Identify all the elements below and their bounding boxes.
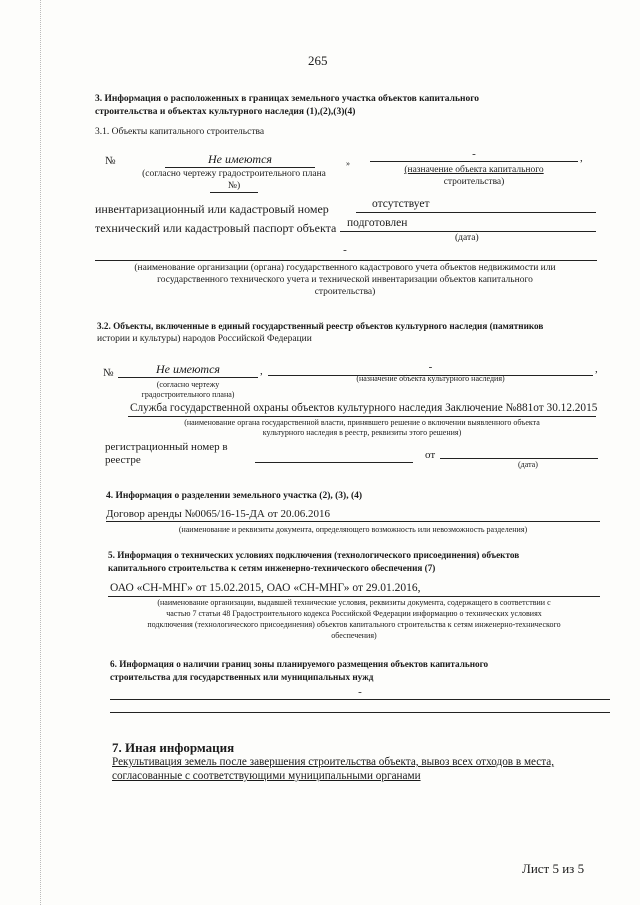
section3-heading-line2: строительства и объектах культурного наследия (1),(2),(3)(4) [95, 107, 356, 117]
section4-underline [106, 521, 600, 522]
section7-text-line1: Рекультивация земель после завершения строительства объекта, вывоз всех отходов в места, [112, 756, 555, 768]
page-number: 265 [308, 53, 328, 68]
s3-number-value: Не имеются [207, 152, 272, 166]
section4-caption: (наименование и реквизиты документа, определяющего возможность или невозможность разделения) [178, 525, 528, 534]
s32-caption-plan-1: (согласно чертежу [156, 380, 220, 389]
section3-heading-line1: 3. Информация о расположенных в границах земельного участка объектов капитального [95, 94, 480, 104]
s32-caption-purpose: (назначение объекта культурного наследия) [356, 374, 505, 383]
page-edge-shadow [40, 0, 41, 905]
inventory-number-underline [356, 212, 596, 213]
tech-passport-value: подготовлен [347, 217, 408, 229]
cadastre-org-caption-3: строительства) [314, 287, 376, 297]
tech-passport-label: технический или кадастровый паспорт объекта [95, 221, 337, 235]
section6-underline-2 [110, 712, 610, 713]
s32-comma: , [260, 365, 263, 377]
section7-heading: 7. Иная информация [112, 740, 235, 755]
s3-caption-purpose-1: (назначение объекта капитального [404, 165, 544, 175]
section31-title: 3.1. Объекты капитального строительства [95, 127, 265, 137]
section4-value: Договор аренды №0065/16-15-ДА от 20.06.2016 [106, 508, 330, 520]
section4-heading: 4. Информация о разделении земельного участка (2), (3), (4) [106, 491, 363, 501]
section32-heading-line1: 3.2. Объекты, включенные в единый государственный реестр объектов культурного наследия (памятников [97, 321, 544, 331]
s3-caption-plan-underline [210, 192, 258, 193]
sheet-number: Лист 5 из 5 [522, 861, 585, 876]
inventory-number-label: инвентаризационный или кадастровый номер [95, 202, 329, 216]
s3-mid-mark: » [346, 159, 350, 168]
section5-caption-4: обеспечения) [331, 631, 377, 640]
s3-purpose-value: - [472, 148, 476, 160]
section5-caption-1: (наименование организации, выдавшей технические условия, реквизиты документа, содержащего в соответствии с [157, 598, 551, 607]
s32-reg-label-1: регистрационный номер в [105, 441, 228, 453]
section6-heading-line2: строительства для государственных или муниципальных нужд [110, 672, 374, 682]
s3-caption-plan-2: №) [227, 181, 241, 191]
s3-caption-purpose-2: строительства) [443, 177, 505, 187]
s3-number-underline [165, 167, 315, 168]
section5-value: ОАО «СН-МНГ» от 15.02.2015, ОАО «СН-МНГ» от 29.01.2016, [110, 582, 421, 594]
cadastre-org-caption-1: (наименование организации (органа) государственного кадастрового учета объектов недвижимости или [134, 263, 556, 273]
s32-authority-value: Служба государственной охраны объектов культурного наследия Заключение №881от 30.12.2015 [130, 402, 598, 414]
tech-passport-underline [340, 231, 596, 232]
cadastre-org-caption-2: государственного технического учета и технической инвентаризации объектов капитального [157, 275, 533, 285]
s32-authority-underline [128, 416, 596, 417]
s32-number-value: Не имеются [155, 362, 220, 376]
s3-caption-plan-1: (согласно чертежу градостроительного плана [142, 169, 326, 179]
s3-comma: , [580, 152, 583, 164]
section5-caption-2: частью 7 статьи 48 Градостроительного кодекса Российской Федерации информацию о технических условиях [166, 609, 542, 618]
s32-comma2: , [595, 363, 598, 375]
cadastre-org-value: - [343, 244, 347, 256]
section5-heading-line1: 5. Информация о технических условиях подключения (технологического присоединения) объектов [108, 550, 520, 560]
section5-caption-3: подключения (технологического присоединения) объектов капитального строительства к сетям инженерно-технического [147, 620, 561, 629]
inventory-number-value: отсутствует [372, 198, 430, 210]
s3-purpose-underline [370, 161, 578, 162]
s32-number-underline [118, 377, 258, 378]
s32-reg-number-underline [255, 462, 413, 463]
section7-text-line2: согласованные с соответствующими муниципальными органами [112, 770, 421, 782]
section5-underline [108, 596, 600, 597]
section6-underline-1 [110, 699, 610, 700]
s32-authority-caption-2: культурного наследия в реестр, реквизиты этого решения) [262, 428, 462, 437]
section32-heading-line2: истории и культуры) народов Российской Федерации [97, 334, 312, 344]
s32-number-sign: № [103, 367, 114, 379]
section6-value: - [358, 686, 362, 698]
s32-date-underline [440, 458, 598, 459]
section6-heading-line1: 6. Информация о наличии границ зоны планируемого размещения объектов капитального [110, 659, 489, 669]
s32-authority-caption-1: (наименование органа государственной власти, принявшего решение о включении выявленного объекта [184, 418, 540, 427]
s32-caption-plan-2: градостроительного плана) [141, 390, 235, 399]
s32-purpose-value: - [428, 361, 433, 373]
tech-passport-date-caption: (дата) [455, 233, 479, 243]
s32-from-label: от [425, 449, 436, 461]
cadastre-org-underline [95, 260, 597, 261]
s3-number-sign: № [105, 155, 116, 167]
s32-reg-label-2: реестре [105, 454, 141, 466]
s32-date-caption: (дата) [518, 460, 538, 469]
section5-heading-line2: капитального строительства к сетям инженерно-технического обеспечения (7) [108, 563, 436, 573]
